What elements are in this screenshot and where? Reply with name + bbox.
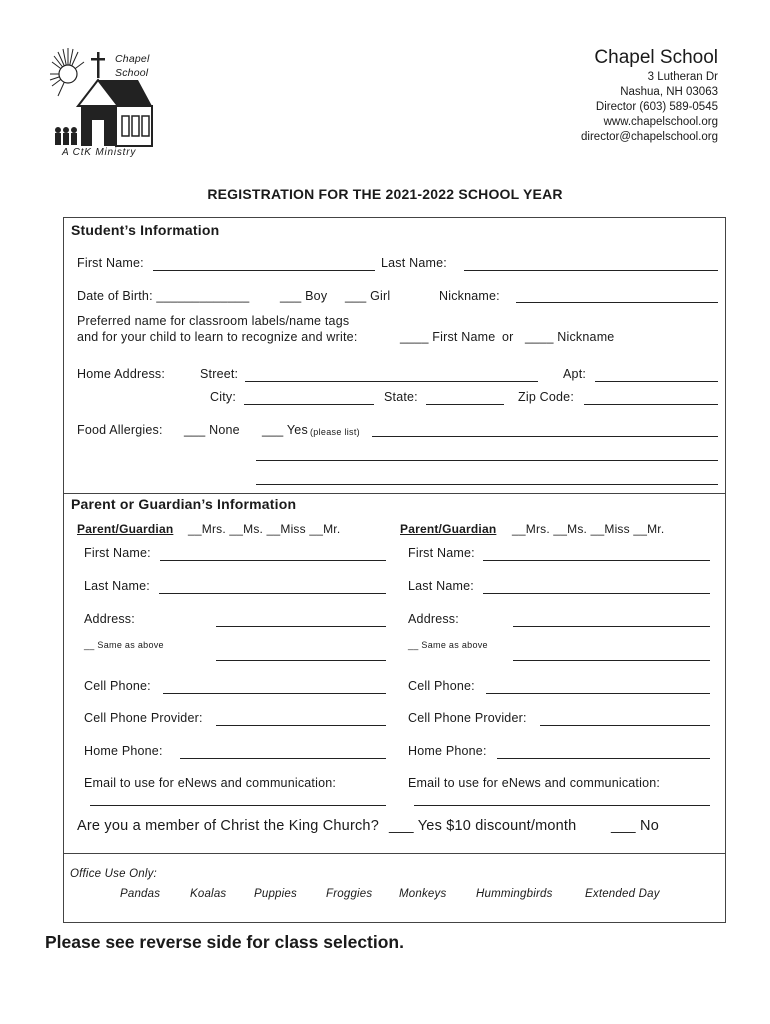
section-divider-office [63,853,725,854]
guardian1-address-field-1[interactable] [216,626,386,627]
zip-label: Zip Code: [518,390,574,404]
school-email[interactable]: director@chapelschool.org [581,131,718,143]
zip-field[interactable] [584,404,718,405]
guardian2-label: Parent/Guardian [400,522,497,536]
school-name: Chapel School [594,47,718,68]
guardian1-cell-phone-field[interactable] [163,693,386,694]
preferred-first-name-option[interactable]: ____ First Name [400,330,496,344]
student-first-name-field[interactable] [153,270,375,271]
guardian1-address-field-2[interactable] [216,660,386,661]
guardian1-label: Parent/Guardian [77,522,174,536]
food-allergies-label: Food Allergies: [77,423,163,437]
student-last-name-label: Last Name: [381,256,447,270]
guardian1-cell-phone-label: Cell Phone: [84,679,151,693]
state-field[interactable] [426,404,504,405]
guardian2-address-label: Address: [408,612,459,626]
school-contact [418,46,718,145]
membership-no-option[interactable]: ___ No [611,818,659,834]
guardian2-last-name-label: Last Name: [408,579,474,593]
guardian2-address-field-1[interactable] [513,626,710,627]
logo-text-line1: Chapel [115,53,150,65]
city-label: City: [210,390,236,404]
student-boy-option[interactable]: ___ Boy [280,289,328,303]
student-dob[interactable]: Date of Birth: _____________ [77,289,250,303]
preferred-nickname-option[interactable]: ____ Nickname [525,330,615,344]
allergy-none-option[interactable]: ___ None [184,423,240,437]
apt-label: Apt: [563,367,587,381]
guardian1-last-name-label: Last Name: [84,579,150,593]
guardian2-first-name-field[interactable] [483,560,710,561]
guardian1-titles[interactable]: __Mrs. __Ms. __Miss __Mr. [188,522,341,536]
student-nickname-label: Nickname: [439,289,500,303]
street-field[interactable] [245,381,538,382]
logo [48,44,168,162]
student-heading: Student’s Information [71,222,220,238]
membership-yes-option[interactable]: ___ Yes $10 discount/month [389,818,577,834]
office-class-froggies: Froggies [326,888,373,900]
guardian2-same-as-above[interactable]: __ Same as above [408,640,488,650]
section-divider-parent [63,493,725,494]
guardian2-first-name-label: First Name: [408,546,475,560]
guardian2-titles[interactable]: __Mrs. __Ms. __Miss __Mr. [512,522,665,536]
city-field[interactable] [244,404,374,405]
guardian1-first-name-field[interactable] [160,560,386,561]
footer-note: Please see reverse side for class selection. [45,932,404,952]
guardian2-cell-provider-field[interactable] [540,725,710,726]
office-class-hummingbirds: Hummingbirds [476,888,553,900]
guardian2-address-field-2[interactable] [513,660,710,661]
guardian2-last-name-field[interactable] [483,593,710,594]
guardian2-cell-phone-label: Cell Phone: [408,679,475,693]
school-phone: Director (603) 589-0545 [595,101,718,113]
membership-question: Are you a member of Christ the King Church? [77,818,379,834]
parent-heading: Parent or Guardian’s Information [71,496,297,512]
preferred-name-line2: and for your child to learn to recognize and write: [77,330,358,344]
guardian2-email-field[interactable] [414,805,710,806]
student-girl-option[interactable]: ___ Girl [345,289,391,303]
guardian2-email-label: Email to use for eNews and communication: [408,776,661,790]
street-label: Street: [200,367,239,381]
please-list-note: (please list) [310,427,360,437]
student-last-name-field[interactable] [464,270,718,271]
school-address2: Nashua, NH 03063 [620,86,718,98]
guardian1-home-phone-field[interactable] [180,758,386,759]
school-website[interactable]: www.chapelschool.org [603,116,718,128]
guardian1-address-label: Address: [84,612,135,626]
state-label: State: [384,390,418,404]
school-address1: 3 Lutheran Dr [647,71,718,83]
student-nickname-field[interactable] [516,302,718,303]
preferred-name-line1: Preferred name for classroom labels/name tags [77,314,350,328]
allergy-list-field-2[interactable] [256,460,718,461]
guardian1-last-name-field[interactable] [159,593,386,594]
form-title: REGISTRATION FOR THE 2021-2022 SCHOOL YEAR [207,186,563,202]
logo-text-line2: School [115,67,149,79]
guardian1-email-field[interactable] [90,805,386,806]
office-class-monkeys: Monkeys [399,888,447,900]
guardian2-home-phone-field[interactable] [497,758,710,759]
guardian1-first-name-label: First Name: [84,546,151,560]
allergy-list-field-1[interactable] [372,436,718,437]
guardian1-email-label: Email to use for eNews and communication: [84,776,337,790]
guardian2-cell-provider-label: Cell Phone Provider: [408,711,527,725]
home-address-label: Home Address: [77,367,166,381]
chapel-logo-icon [48,44,168,162]
allergy-list-field-3[interactable] [256,484,718,485]
guardian1-cell-provider-label: Cell Phone Provider: [84,711,203,725]
allergy-yes-option[interactable]: ___ Yes [262,423,308,437]
apt-field[interactable] [595,381,718,382]
office-use-label: Office Use Only: [70,868,157,880]
student-first-name-label: First Name: [77,256,144,270]
office-class-extended-day: Extended Day [585,888,660,900]
guardian1-home-phone-label: Home Phone: [84,744,163,758]
guardian2-home-phone-label: Home Phone: [408,744,487,758]
logo-tagline: A CtK Ministry [62,147,137,158]
guardian1-same-as-above[interactable]: __ Same as above [84,640,164,650]
office-class-koalas: Koalas [190,888,227,900]
office-class-pandas: Pandas [120,888,161,900]
guardian2-cell-phone-field[interactable] [486,693,710,694]
office-class-puppies: Puppies [254,888,297,900]
guardian1-cell-provider-field[interactable] [216,725,386,726]
preferred-or: or [502,330,514,344]
